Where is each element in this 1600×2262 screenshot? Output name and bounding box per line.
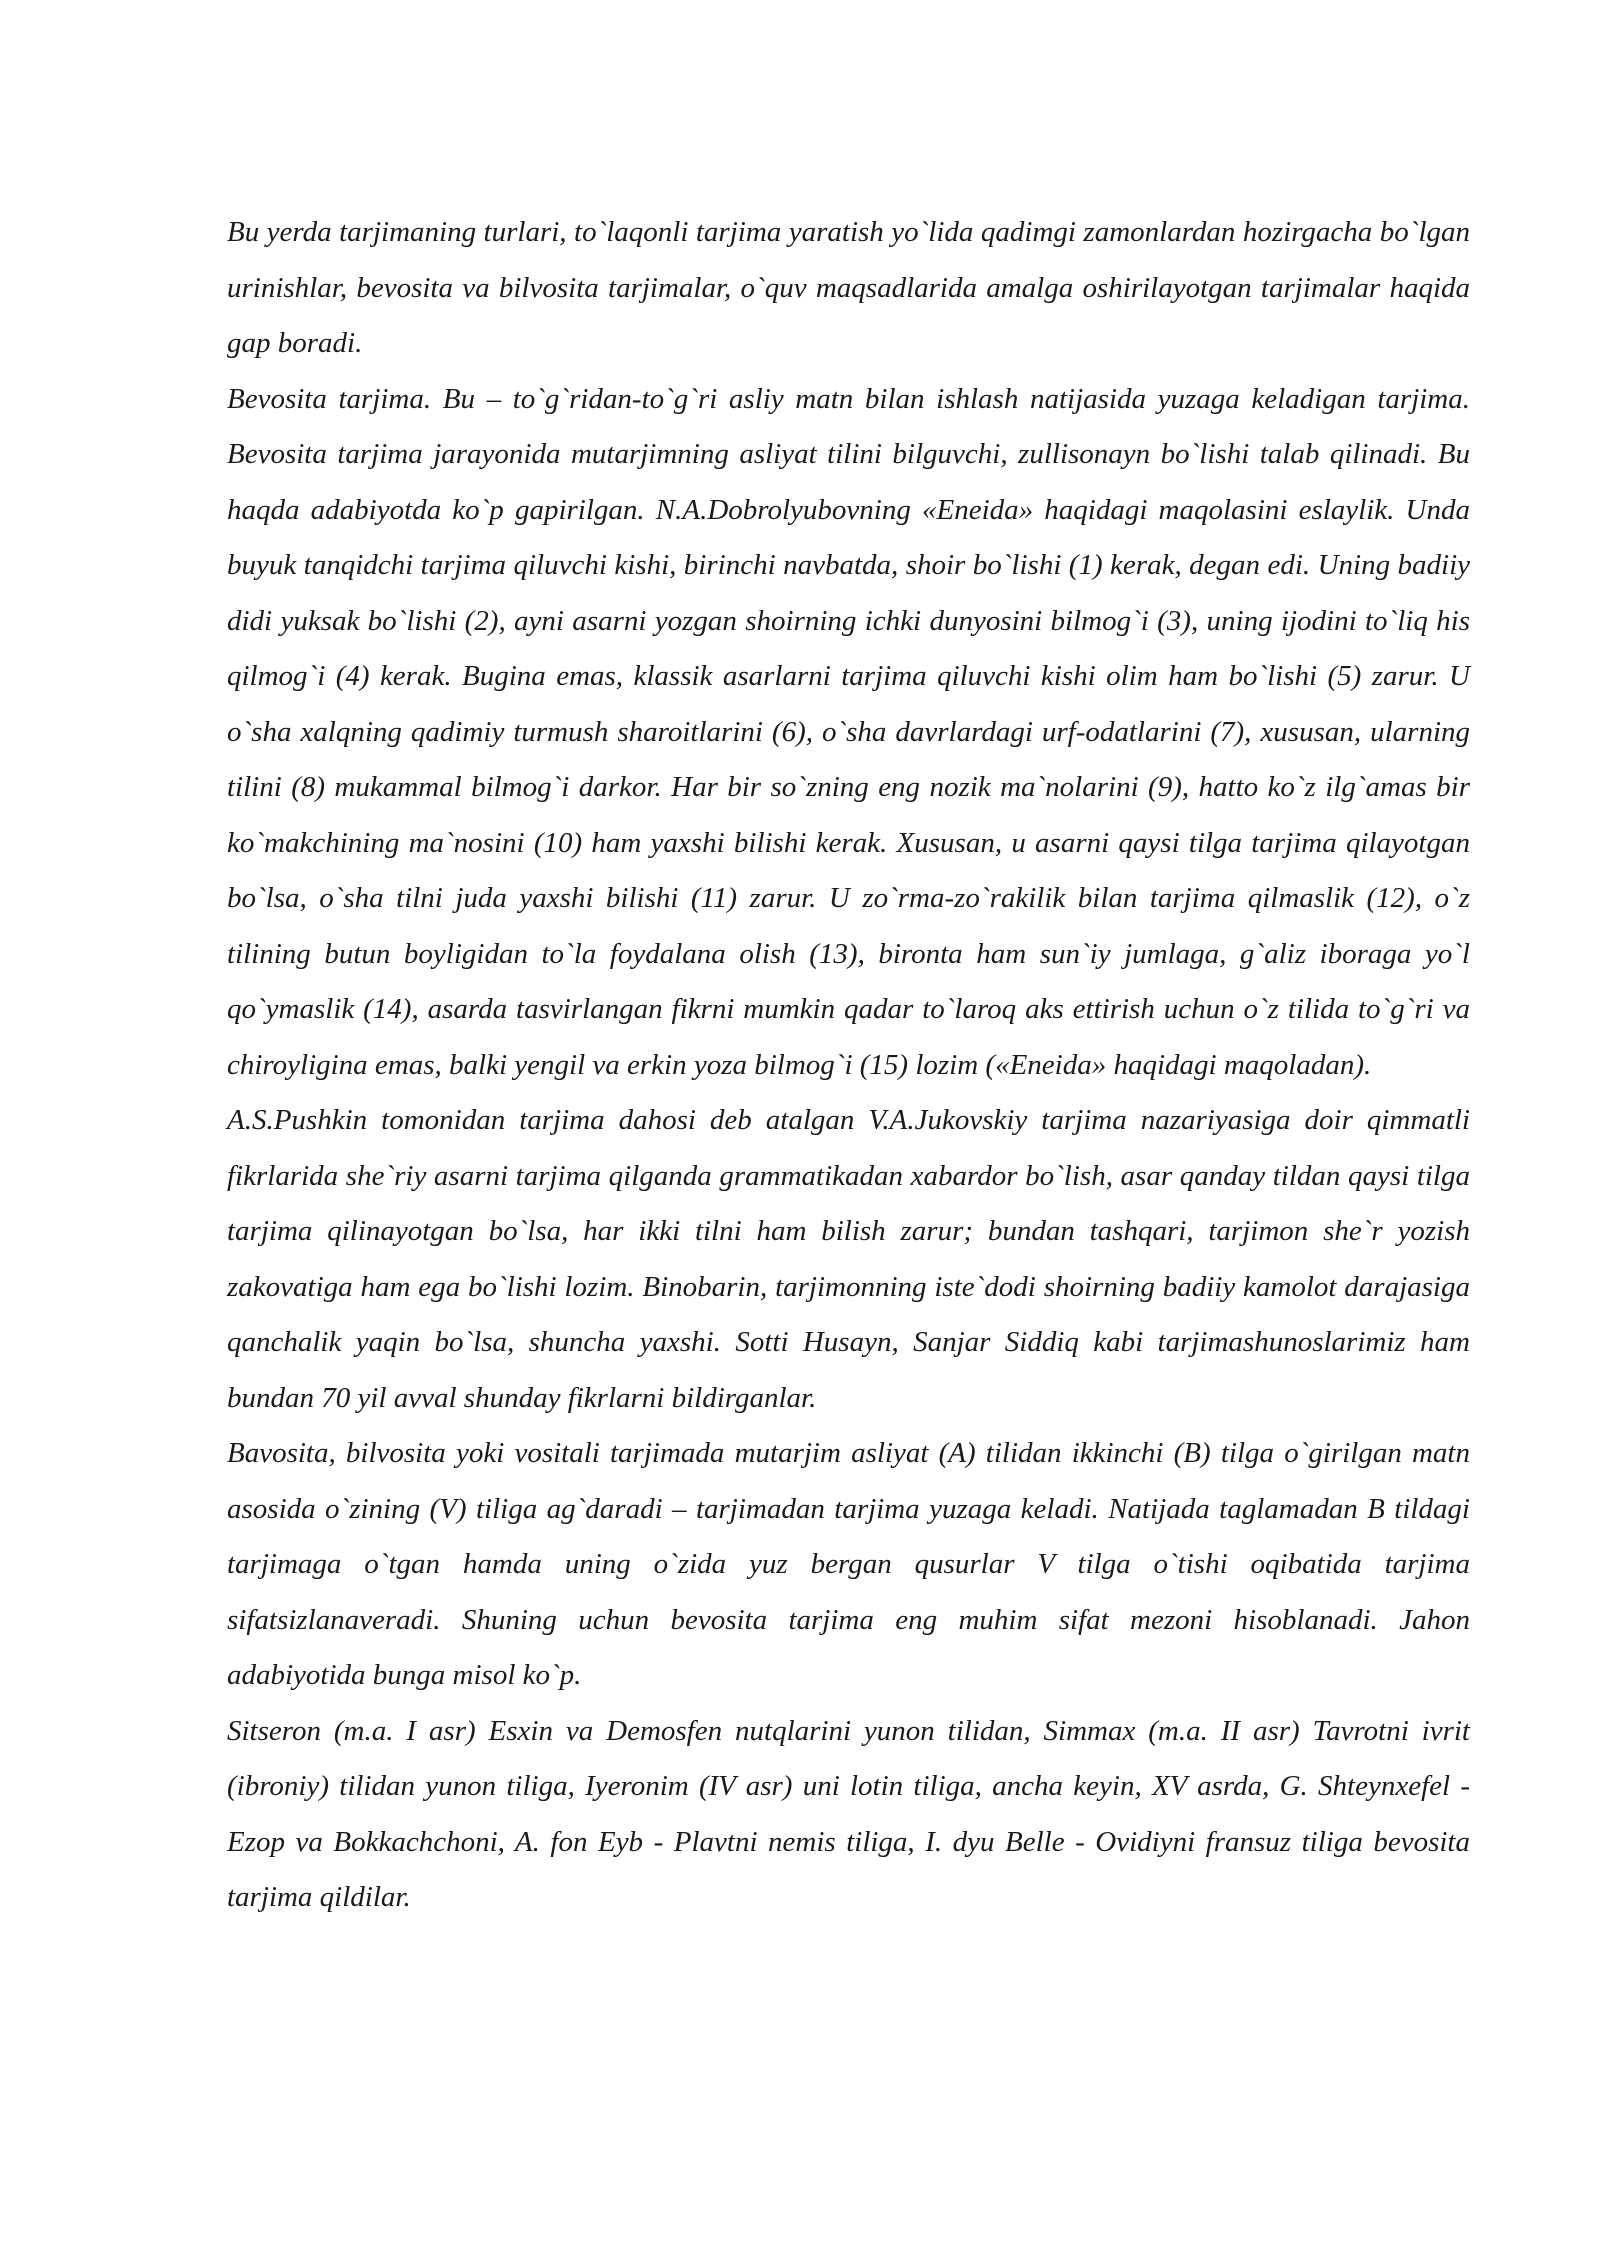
paragraph-examples: Sitseron (m.a. I asr) Esxin va Demosfen nutqlarini yunon tilidan, Simmax (m.a. II asr) Tavrotni ivrit (ibroniy) tilidan yunon tiliga, Iyeronim (IV asr) uni lotin tiliga, ancha keyin, XV asrda, G. Shteynxefel - Ezop va Bokkachchoni, A. fon Eyb - Plavtni nemis tiliga, I. dyu Belle - Ovidiyni fransuz tiliga bevosita tarjima qildilar. — [227, 1714, 1470, 1913]
paragraph-direct-translation: Bevosita tarjima. Bu – to`g`ridan-to`g`ri asliy matn bilan ishlash natijasida yuzaga keladigan tarjima. Bevosita tarjima jarayonida mutarjimning asliyat tilini bilguvchi, zullisonayn bo`lishi talab qilinadi. Bu haqda adabiyotda ko`p gapirilgan. N.A.Dobrolyubovning «Eneida» haqidagi maqolasini eslaylik. Unda buyuk tanqidchi tarjima qiluvchi kishi, birinchi navbatda, shoir bo`lishi (1) kerak, degan edi. Uning badiiy didi yuksak bo`lishi (2), ayni asarni yozgan shoirning ichki dunyosini bilmog`i (3), uning ijodini to`liq his qilmog`i (4) kerak. Bugina emas, klassik asarlarni tarjima qiluvchi kishi olim ham bo`lishi (5) zarur. U o`sha xalqning qadimiy turmush sharoitlarini (6), o`sha davrlardagi urf-odatlarini (7), xususan, ularning tilini (8) mukammal bilmog`i darkor. Har bir so`zning eng nozik ma`nolarini (9), hatto ko`z ilg`amas bir ko`makchining ma`nosini (10) ham yaxshi bilishi kerak. Xususan, u asarni qaysi tilga tarjima qilayotgan bo`lsa, o`sha tilni juda yaxshi bilishi (11) zarur. U zo`rma-zo`rakilik bilan tarjima qilmaslik (12), o`z tilining butun boyligidan to`la foydalana olish (13), bironta ham sun`iy jumlaga, g`aliz iboraga yo`l qo`ymaslik (14), asarda tasvirlangan fikrni mumkin qadar to`laroq aks ettirish uchun o`z tilida to`g`ri va chiroyligina emas, balki yengil va erkin yoza bilmog`i (15) lozim («Eneida» haqidagi maqoladan). — [227, 382, 1470, 1081]
paragraph-intro: Bu yerda tarjimaning turlari, to`laqonli tarjima yaratish yo`lida qadimgi zamonlardan hozirgacha bo`lgan urinishlar, bevosita va bilvosita tarjimalar, o`quv maqsadlarida amalga oshirilayotgan tarjimalar haqida gap boradi. — [227, 216, 1470, 359]
paragraph-indirect-translation: Bavosita, bilvosita yoki vositali tarjimada mutarjim asliyat (A) tilidan ikkinchi (B) tilga o`girilgan matn asosida o`zining (V) tiliga ag`daradi – tarjimadan tarjima yuzaga keladi. Natijada taglamadan B tildagi tarjimaga o`tgan hamda uning o`zida yuz bergan qusurlar V tilga o`tishi oqibatida tarjima sifatsizlanaveradi. Shuning uchun bevosita tarjima eng muhim sifat mezoni hisoblanadi. Jahon adabiyotida bunga misol ko`p. — [227, 1437, 1470, 1691]
document-page — [227, 205, 1470, 1926]
paragraph-jukovskiy: A.S.Pushkin tomonidan tarjima dahosi deb atalgan V.A.Jukovskiy tarjima nazariyasiga doir qimmatli fikrlarida she`riy asarni tarjima qilganda grammatikadan xabardor bo`lish, asar qanday tildan qaysi tilga tarjima qilinayotgan bo`lsa, har ikki tilni ham bilish zarur; bundan tashqari, tarjimon she`r yozish zakovatiga ham ega bo`lishi lozim. Binobarin, tarjimonning iste`dodi shoirning badiiy kamolot darajasiga qanchalik yaqin bo`lsa, shuncha yaxshi. Sotti Husayn, Sanjar Siddiq kabi tarjimashunoslarimiz ham bundan 70 yil avval shunday fikrlarni bildirganlar. — [227, 1104, 1470, 1414]
